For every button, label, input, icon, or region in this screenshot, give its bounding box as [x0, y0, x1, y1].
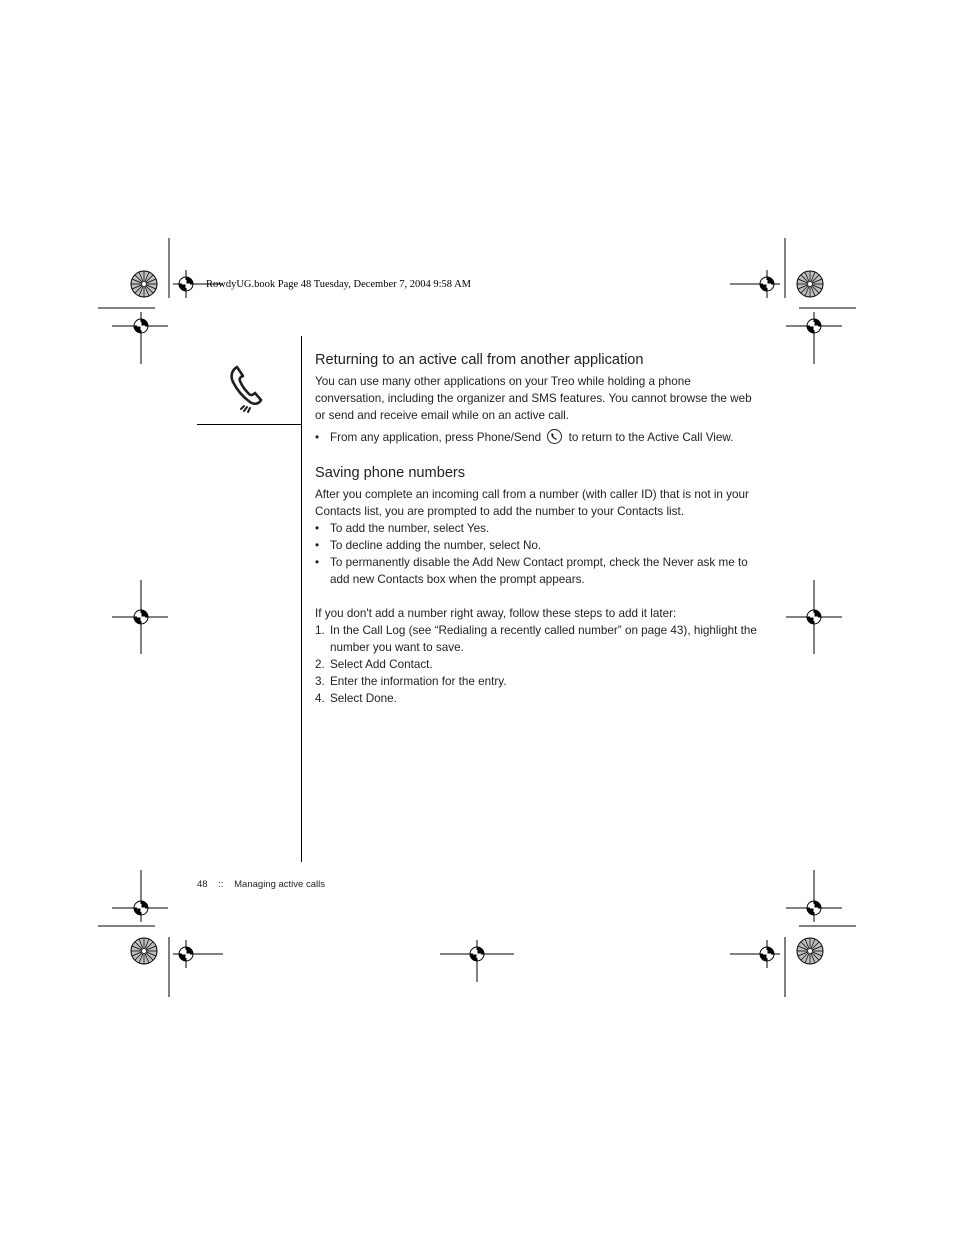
bullet-marker: • [315, 522, 320, 535]
bullet-marker: • [315, 556, 320, 569]
step-text: In the Call Log (see “Redialing a recently called number” on page 43), highlight the number you want to save. [330, 624, 757, 654]
step-text: Enter the information for the entry. [330, 675, 507, 688]
print-header: RowdyUG.book Page 48 Tuesday, December 7, 2004 9:58 AM [206, 279, 472, 290]
list-item [315, 554, 760, 588]
list-item-text-after: to return to the Active Call View. [568, 431, 734, 444]
main-content [315, 350, 760, 707]
phone-handset-icon [226, 362, 266, 414]
list-item [315, 429, 760, 446]
list-item [315, 520, 760, 537]
footer-section-title: Managing active calls [234, 879, 325, 890]
section-heading-returning: Returning to an active call from another application [315, 352, 644, 368]
page-number: 48 [197, 879, 208, 890]
section-heading-saving: Saving phone numbers [315, 465, 466, 481]
list-item-text: To add the number, select Yes. [330, 522, 490, 535]
bullet-marker: • [315, 431, 320, 444]
footer-separator: :: [218, 879, 224, 890]
section-paragraph-saving: After you complete an incoming call from a number (with caller ID) that is not in your Contacts list, you are prompted to add the number to your Contacts list. [315, 488, 749, 518]
step-item [315, 690, 760, 707]
list-item [315, 537, 760, 554]
step-number: 4. [315, 692, 325, 705]
list-item-text: To permanently disable the Add New Contact prompt, check the Never ask me to add new Contacts box when the prompt appears. [330, 556, 748, 586]
list-item-text-before: From any application, press Phone/Send [330, 431, 542, 444]
bullet-marker: • [315, 539, 320, 552]
bullet-list-returning [315, 429, 760, 446]
section-paragraph-returning: You can use many other applications on your Treo while holding a phone conversation, including the organizer and SMS features. You cannot browse the web or send and receive email while on an active call. [315, 375, 752, 422]
step-item [315, 656, 760, 673]
bullet-list-saving [315, 520, 760, 588]
step-text: Select Done. [330, 692, 397, 705]
step-number: 1. [315, 624, 325, 637]
step-item [315, 673, 760, 690]
step-item [315, 622, 760, 656]
step-text: Select Add Contact. [330, 658, 433, 671]
margin-horizontal-rule [197, 424, 301, 425]
margin-vertical-rule [301, 336, 302, 862]
step-number: 2. [315, 658, 325, 671]
numbered-steps [315, 622, 760, 707]
list-item-text: To decline adding the number, select No. [330, 539, 542, 552]
step-number: 3. [315, 675, 325, 688]
page-footer [197, 879, 325, 890]
steps-intro: If you don't add a number right away, follow these steps to add it later: [315, 607, 677, 620]
phone-send-icon [547, 429, 562, 444]
